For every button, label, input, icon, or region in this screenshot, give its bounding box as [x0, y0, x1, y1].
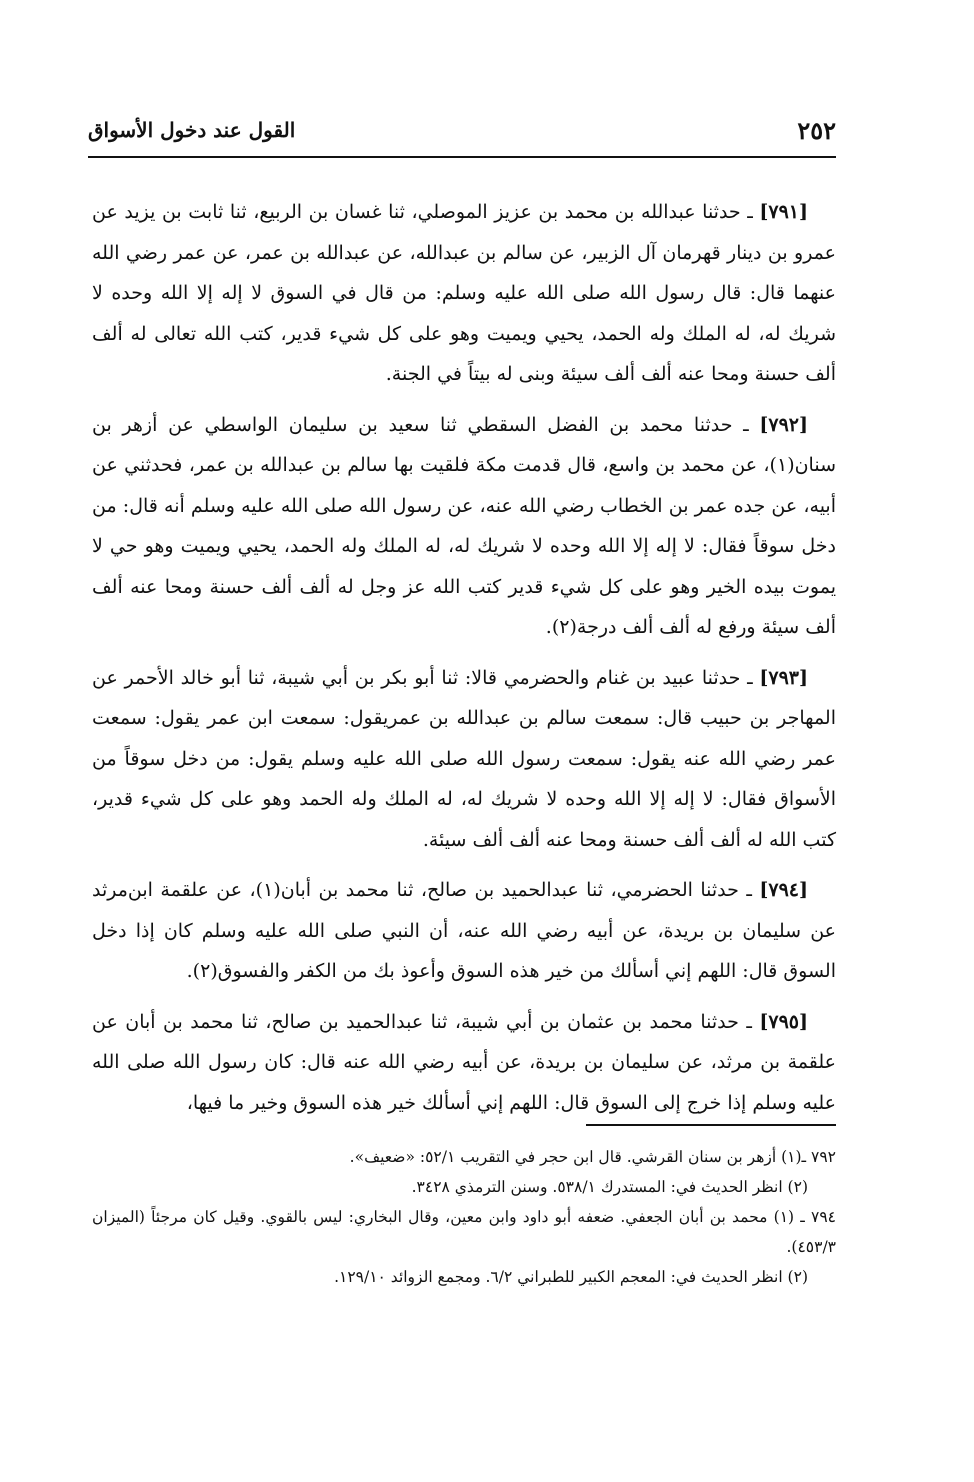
- main-text: [92, 192, 836, 1133]
- hadith-text: ـ حدثنا عبدالله بن محمد بن عزيز الموصلي، ثنا غسان بن الربيع، ثنا ثابت بن يزيد عن عمرو بن دينار قهرمان آل الزبير، عن سالم بن عبدالله، عن عبدالله بن عمر، عن عمر رضي الله عنهما قال: قال رسول الله صلى الله عليه وسلم: من قال في السوق لا إله إلا الله وحده لا شريك له، له الملك وله الحمد، يحيي ويميت وهو على كل شيء قدير، كتب الله تعالى له ألف ألف حسنة ومحا عنه ألف ألف سيئة وبنى له بيتاً في الجنة.: [92, 201, 836, 385]
- footnote-group: [92, 1142, 836, 1202]
- footnote-line: ٧٩٢ ـ(١) أزهر بن سنان القرشي. قال ابن حجر في التقريب ٥٢/١: «ضعيف».: [349, 1148, 836, 1166]
- page-number: ٢٥٢: [797, 116, 836, 145]
- hadith-paragraph: [92, 192, 836, 395]
- hadith-paragraph: [92, 658, 836, 861]
- hadith-text: ـ حدثنا محمد بن الفضل السقطي ثنا سعيد بن سليمان الواسطي عن أزهر بن سنان(١)، عن محمد بن واسع، قال قدمت مكة فلقيت بها سالم بن عبدالله بن عمر، فحدثني عن أبيه، عن جده عمر بن الخطاب رضي الله عنه، عن رسول الله صلى الله عليه وسلم أنه قال: من دخل سوقاً فقال: لا إله إلا الله وحده لا شريك له، له الملك وله الحمد، يحيي ويميت وهو حي لا يموت بيده الخير وهو على كل شيء قدير كتب الله عز وجل له ألف ألف حسنة ومحا عنه ألف ألف سيئة ورفع له ألف ألف درجة(٢).: [92, 413, 836, 638]
- hadith-number: [٧٩٥]: [759, 1010, 808, 1033]
- hadith-number: [٧٩٤]: [759, 879, 809, 901]
- footnotes: [92, 1142, 836, 1292]
- hadith-number: [٧٩٢]: [759, 413, 808, 436]
- footnote-group: [92, 1202, 836, 1292]
- footnote-separator: [586, 1124, 836, 1126]
- footnote-line: (٢) انظر الحديث في: المعجم الكبير للطبراني ٦/٢. ومجمع الزوائد ١٢٩/١٠.: [334, 1268, 808, 1286]
- hadith-paragraph: [92, 870, 836, 992]
- hadith-text: ـ حدثنا محمد بن عثمان بن أبي شيبة، ثنا عبدالحميد بن صالح، ثنا محمد بن أبان عن علقمة بن مرثد، عن سليمان بن بريدة، عن أبيه رضي الله عنه قال: كان رسول الله صلى الله عليه وسلم إذا خرج إلى السوق قال: اللهم إني أسألك خير هذه السوق وخير ما فيها،: [92, 1010, 836, 1114]
- hadith-number: [٧٩٣]: [759, 666, 808, 689]
- hadith-text: ـ حدثنا الحضرمي، ثنا عبدالحميد بن صالح، ثنا محمد بن أبان(١)، عن علقمة ابن‌مرثد عن سليمان بن بريدة، عن أبيه رضي الله عنه، أن النبي صلى الله عليه وسلم كان إذا دخل السوق قال: اللهم إني أسألك من خير هذه السوق وأعوذ بك من الكفر والفسوق(٢).: [92, 879, 836, 982]
- hadith-paragraph: [92, 1002, 836, 1124]
- page-header: [88, 110, 836, 158]
- footnote-line: ٧٩٤ ـ (١) محمد بن أبان الجعفي. ضعفه أبو داود وابن معين، وقال البخاري: ليس بالقوي. وقيل كان مرجئاً (الميزان ٤٥٣/٣).: [92, 1208, 836, 1256]
- hadith-paragraph: [92, 405, 836, 648]
- hadith-text: ـ حدثنا عبيد بن غنام والحضرمي قالا: ثنا أبو بكر بن أبي شيبة، ثنا أبو خالد الأحمر عن المهاجر بن حبيب قال: سمعت سالم بن عبدالله بن عمريقول: سمعت ابن عمر يقول: سمعت عمر رضي الله عنه يقول: سمعت رسول الله صلى الله عليه وسلم يقول: من دخل سوقاً من الأسواق فقال: لا إله إلا الله وحده لا شريك له، له الملك وله الحمد وهو على كل شيء قدير، كتب الله له ألف ألف حسنة ومحا عنه ألف ألف سيئة.: [92, 666, 836, 851]
- hadith-number: [٧٩١]: [759, 201, 808, 223]
- running-title: القول عند دخول الأسواق: [88, 118, 296, 142]
- footnote-line: (٢) انظر الحديث في: المستدرك ٥٣٨/١. وسنن الترمذي ٣٤٢٨.: [411, 1178, 808, 1196]
